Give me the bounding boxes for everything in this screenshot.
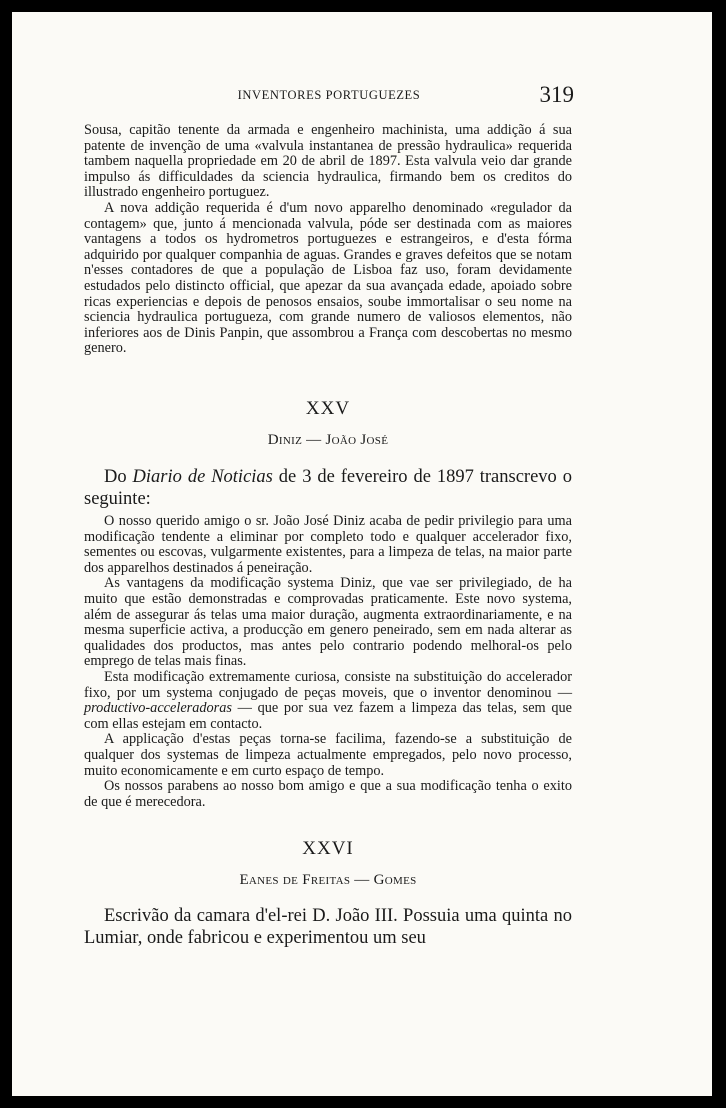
section-heading: Diniz — João José bbox=[267, 432, 389, 448]
lead-paragraph: Do Diario de Noticias de 3 de fevereiro de 1897 transcrevo o seguinte: bbox=[84, 467, 572, 509]
paragraph: A nova addição requerida é d'um novo apparelho denominado «regulador da contagem» que, junto á mencionada valvula, póde ser destinada com as maiores vantagens a todos os hydrometros portuguezes e estrangeiros, e d'esta fórma adquirido por qualquer companhia de aguas. Grandes e graves defeitos que se notam n'esses contadores de que a população de Lisboa faz uso, foram devidamente estudados pelo distincto official, que apezar da sua avançada edade, apoiado sobre ricas experiencias e depois de penosos ensaios, soube immortalisar o seu nome na sciencia hydraulica portugueza, com grande numero de valiosos elementos, não inferiores aos de Dinis Panpin, que assombrou a França com descobertas no mesmo genero. bbox=[84, 199, 572, 357]
quote-paragraph: O nosso querido amigo o sr. João José Diniz acaba de pedir privilegio para uma modificação tendente a eliminar por completo todo e qualquer accelerador fixo, sementes ou escovas, vulgarmente existentes, para a limpeza de telas, na maior parte dos apparelhos destinados á peneiração. bbox=[84, 513, 572, 576]
section-number: XXV bbox=[305, 398, 351, 419]
section-number: XXVI bbox=[302, 838, 354, 859]
quote-paragraph: Os nossos parabens ao nosso bom amigo e que a sua modificação tenha o exito de que é merecedora. bbox=[84, 778, 572, 810]
quote-paragraph: As vantagens da modificação systema Diniz, que vae ser privilegiado, de ha muito que estão demonstradas e comprovadas praticamente. Este novo systema, além de assegurar ás telas uma maior duração, augmenta extraordinariamente, e na mesma superficie activa, a producção em genero peneirado, sem em nada alterar as qualidades dos productos, mas antes pelo contrario podendo melhoral-os pelo emprego de telas mais finas. bbox=[84, 575, 572, 670]
paragraph: Sousa, capitão tenente da armada e engenheiro machinista, uma addição á sua patente de invenção de uma «valvula instantanea de pressão hydraulica» requerida tambem naquella propriedade em 20 de abril de 1897. Esta valvula veio dar grande impulso ás difficuldades da sciencia hydraulica, firmando bem os creditos do illustrado engenheiro portuguez. bbox=[84, 122, 572, 201]
quote-paragraph: Esta modificação extremamente curiosa, consiste na substituição do accelerador fixo, por um systema conjugado de peças moveis, que o inventor denominou — productivo-acceleradoras — que por sua vez fazem a limpeza das telas, sem que com ellas estejam em contacto. bbox=[84, 668, 572, 732]
continued-text bbox=[84, 123, 572, 357]
quotation bbox=[84, 514, 572, 810]
section-heading: Eanes de Freitas — Gomes bbox=[239, 872, 417, 888]
section-body bbox=[84, 466, 572, 810]
page-number: 319 bbox=[539, 82, 574, 107]
quote-paragraph: A applicação d'estas peças torna-se facilima, fazendo-se a substituição de qualquer dos systemas de limpeza actualmente empregados, pelo novo processo, muito economicamente e em curto espaço de tempo. bbox=[84, 731, 572, 779]
lead-paragraph: Escrivão da camara d'el-rei D. João III. Possuia uma quinta no Lumiar, onde fabricou e experimentou um seu bbox=[84, 906, 572, 948]
running-head bbox=[84, 82, 574, 112]
running-title: INVENTORES PORTUGUEZES bbox=[237, 88, 421, 102]
section-body bbox=[84, 905, 572, 949]
